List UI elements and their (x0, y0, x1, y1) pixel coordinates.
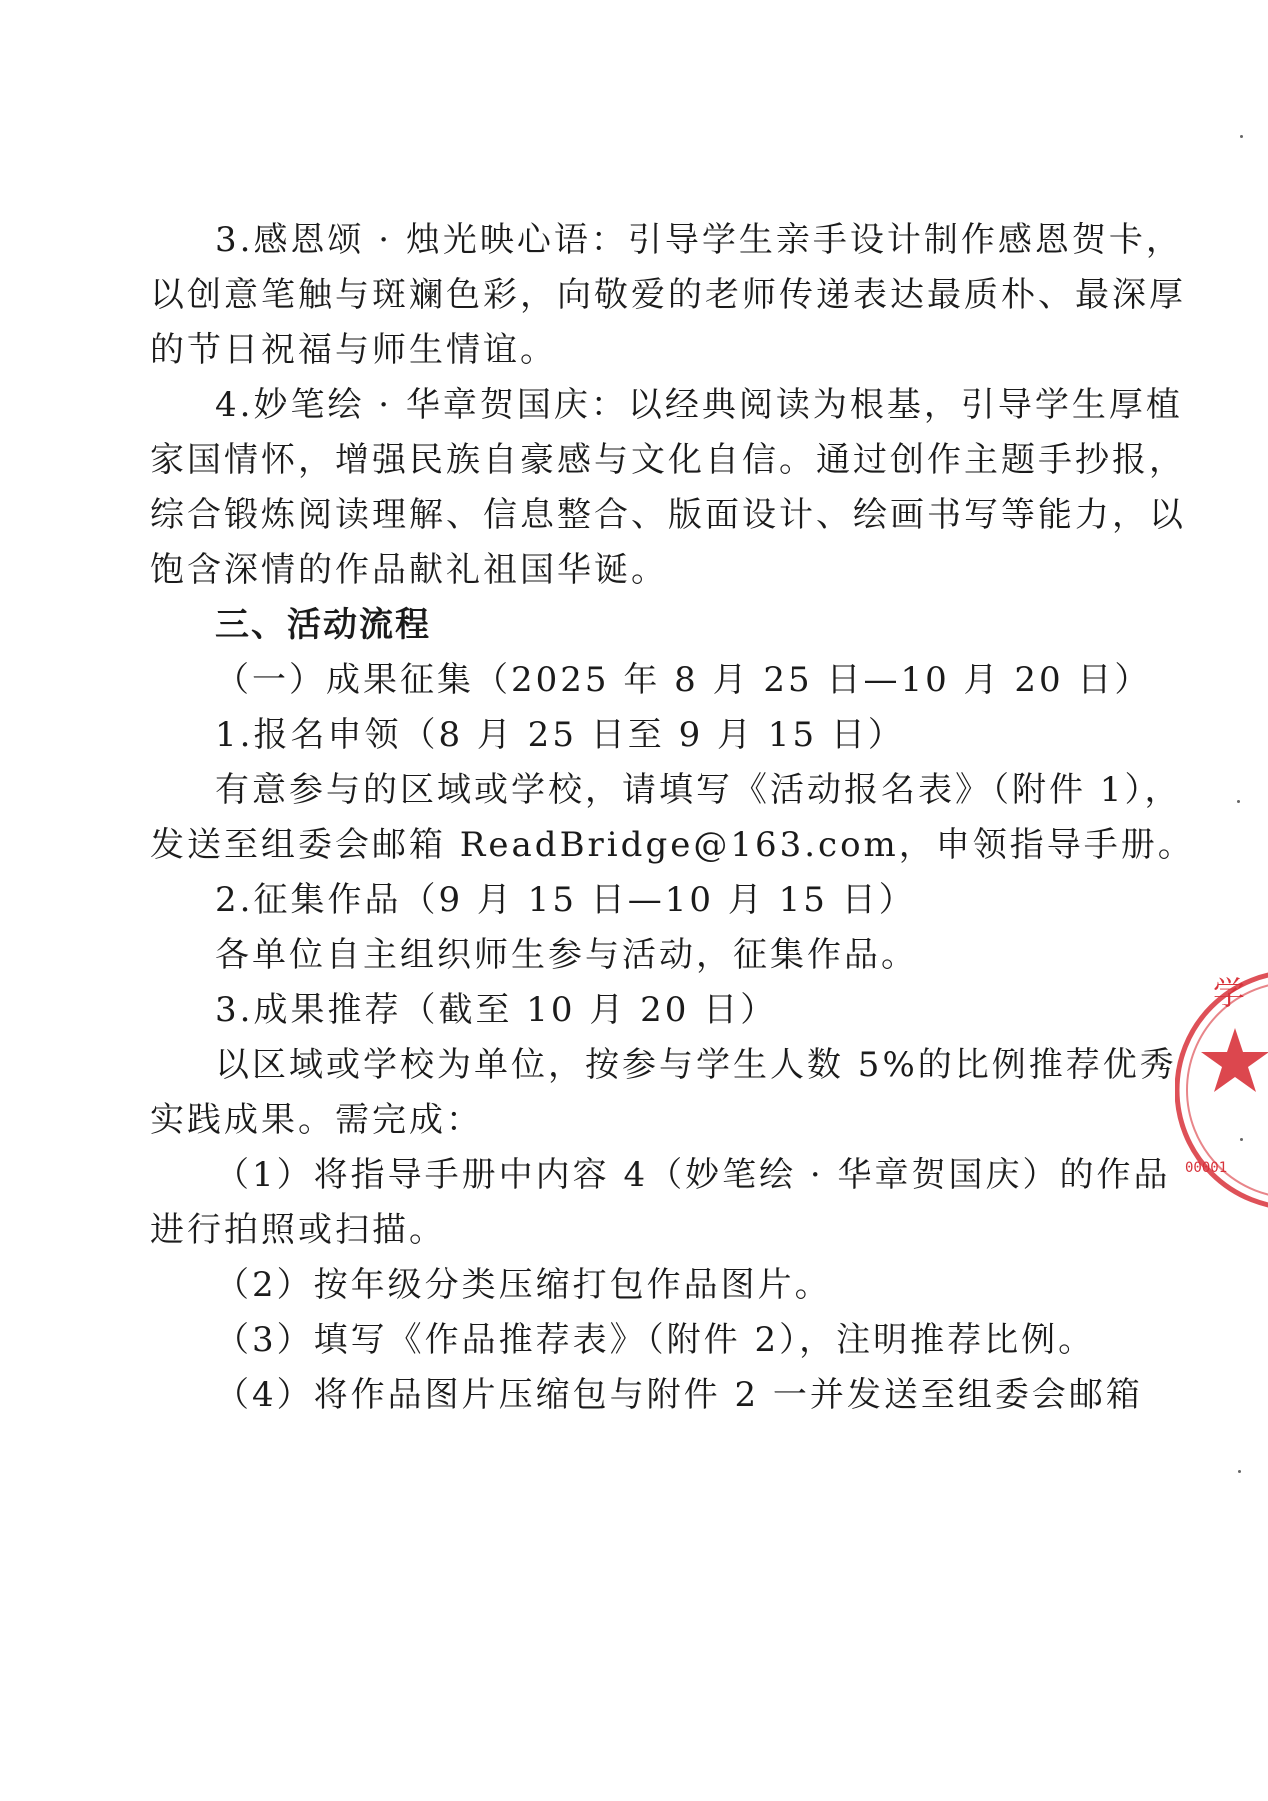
paragraph-line: 家国情怀，增强民族自豪感与文化自信。通过创作主题手抄报， (150, 440, 1186, 480)
paragraph-line: 饱含深情的作品献礼祖国华诞。 (150, 550, 668, 590)
paragraph-line: 以创意笔触与斑斓色彩，向敬爱的老师传递表达最质朴、最深厚 (150, 275, 1186, 315)
paragraph-line: 综合锻炼阅读理解、信息整合、版面设计、绘画书写等能力，以 (150, 495, 1186, 535)
step-heading: 3.成果推荐（截至 10 月 20 日） (215, 990, 778, 1030)
scan-speck (1240, 1138, 1243, 1141)
paragraph-line: 各单位自主组织师生参与活动，征集作品。 (215, 935, 918, 975)
paragraph-line: 的节日祝福与师生情谊。 (150, 330, 557, 370)
subsection-heading: （一）成果征集（2025 年 8 月 25 日—10 月 20 日） (215, 660, 1152, 700)
official-seal (1175, 960, 1268, 1250)
list-item: （4）将作品图片压缩包与附件 2 一并发送至组委会邮箱 (215, 1375, 1143, 1415)
list-item: （2）按年级分类压缩打包作品图片。 (215, 1265, 832, 1305)
scan-speck (1238, 1470, 1241, 1473)
scan-speck (1237, 800, 1240, 803)
scan-speck (1240, 135, 1243, 138)
step-heading: 1.报名申领（8 月 25 日至 9 月 15 日） (215, 715, 905, 755)
paragraph-line: 发送至组委会邮箱 ReadBridge@163.com，申领指导手册。 (150, 825, 1195, 865)
seal-number: 00001 (1185, 1160, 1228, 1176)
seal-character: 学 (1213, 974, 1246, 1012)
list-item: （3）填写《作品推荐表》（附件 2），注明推荐比例。 (215, 1320, 1096, 1360)
list-item: （1）将指导手册中内容 4（妙笔绘 · 华章贺国庆）的作品 (215, 1155, 1171, 1195)
paragraph-line: 3.感恩颂 · 烛光映心语：引导学生亲手设计制作感恩贺卡， (215, 220, 1183, 260)
list-item-continuation: 进行拍照或扫描。 (150, 1210, 446, 1250)
seal-star-icon (1201, 1028, 1268, 1092)
paragraph-line: 以区域或学校为单位，按参与学生人数 5%的比例推荐优秀 (215, 1045, 1177, 1085)
section-heading: 三、活动流程 (215, 605, 431, 645)
paragraph-line: 有意参与的区域或学校，请填写《活动报名表》（附件 1）， (215, 770, 1182, 810)
step-heading: 2.征集作品（9 月 15 日—10 月 15 日） (215, 880, 916, 920)
paragraph-line: 4.妙笔绘 · 华章贺国庆：以经典阅读为根基，引导学生厚植 (215, 385, 1183, 425)
paragraph-line: 实践成果。需完成： (150, 1100, 483, 1140)
